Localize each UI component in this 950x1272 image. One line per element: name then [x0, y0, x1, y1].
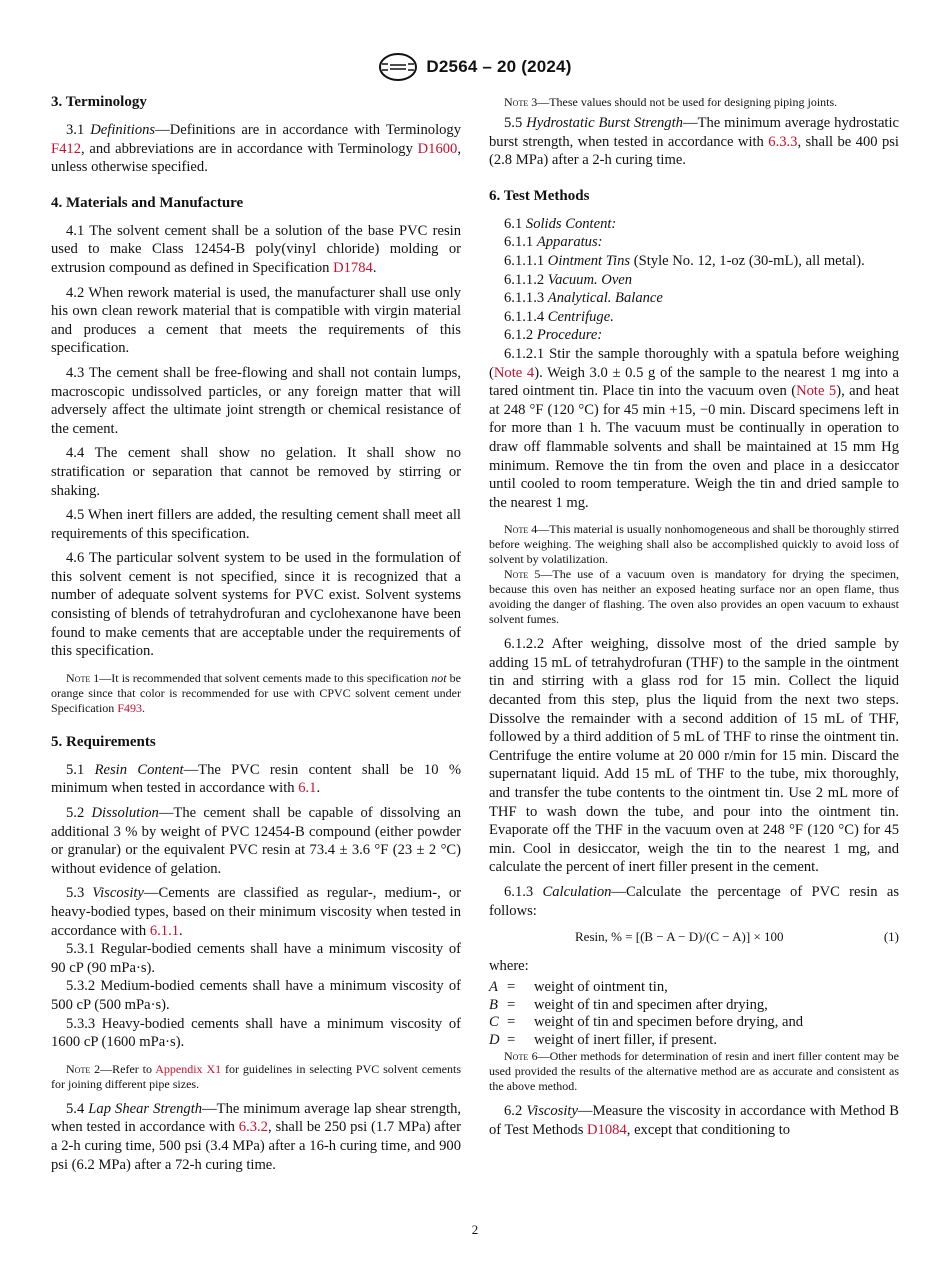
ref-d1600-link[interactable]: D1600 [417, 140, 458, 157]
note-4: Note 4—This material is usually nonhomogeneous and shall be thoroughly stirred before weighing. The weighing shall also be accomplished quickly to avoid loss of solvent by volatilization. [489, 522, 899, 567]
note-1: Note 1—It is recommended that solvent cements made to this specification not be orange since that color is recommended for use with CPVC solvent cement under Specification F493. [51, 670, 461, 715]
para-5-1: 5.1 Resin Content—The PVC resin content shall be 10 % minimum when tested in accordance with 6.1. [51, 761, 461, 797]
para-3-1: 3.1 Definitions—Definitions are in accordance with Terminology F412, and abbreviations are in accordance with Terminology D1600, unless otherwise specified. [51, 122, 462, 176]
ref-f412-link[interactable]: F412 [51, 140, 82, 157]
para-5-3-1: 5.3.1 Regular-bodied cements shall have a minimum viscosity of 90 cP (90 mPa·s). [51, 941, 461, 976]
equation-number: (1) [883, 929, 899, 945]
equation-expression: Resin, % = [(B − A − D)/(C − A)] × 100 [575, 929, 784, 945]
para-6-1-2-2: 6.1.2.2 After weighing, dissolve most of the dried sample by adding 15 mL of tetrahydrofuran (THF) to the sample in the ointment tin and stirring with a glass rod for 15 min. Collect the liquid decanted from this step, plus the liquid from the next two steps. Dissolve the remainder with a second addition of 15 mL of THF, followed by a third addition of 5 mL of THF to rinse the ointment tin. Centrifuge the entire volume at 20 000 r/min for 15 min. Discard the supernatant liquid. Add 15 mL of THF to the tube, mix thoroughly, and transfer the tube contents to the ointment tin. Use 2 mL more of THF to wash down the tube, and pour into the ointment tin. Evaporate off the THF in the vacuum oven at 248 °F (120 °C) for 45 min. Cool in desiccator, weigh the tin to the nearest 1 mg, and calculate the percent of inert filler present in the cement. [489, 636, 899, 876]
para-6-1-1: 6.1.1 Apparatus: [504, 234, 603, 251]
para-5-5: 5.5 Hydrostatic Burst Strength—The minimum average hydrostatic burst strength, when tested in accordance with 6.3.3, shall be 400 psi (2.8 MPa) after a 2-h curing time. [489, 115, 900, 169]
para-6-1-3: 6.1.3 Calculation—Calculate the percentage of PVC resin as follows: [489, 884, 899, 919]
para-5-3: 5.3 Viscosity—Cements are classified as regular-, medium-, or heavy-bodied types, based on their minimum viscosity when tested in accordance with 6.1.1. [51, 885, 462, 939]
ref-6-1-link[interactable]: 6.1 [298, 780, 317, 797]
section-5-heading: 5. Requirements [51, 733, 156, 750]
note-3: Note 3—These values should not be used for designing piping joints. [504, 95, 838, 109]
ref-note-4-link[interactable]: Note 4 [493, 364, 535, 381]
equation-1 [489, 928, 899, 947]
section-6-heading: 6. Test Methods [489, 187, 590, 204]
para-4-3: 4.3 The cement shall be free-flowing and shall not contain lumps, macroscopic undissolved particles, or any foreign matter that will adversely affect the ultimate joint strength or chemical resistance of the cement. [51, 364, 461, 437]
astm-logo-icon [378, 52, 418, 82]
para-4-4: 4.4 The cement shall show no gelation. It shall show no stratification or separation that cannot be removed by stirring or shaking. [51, 445, 461, 499]
para-5-3-3: 5.3.3 Heavy-bodied cements shall have a minimum viscosity of 1600 cP (1600 mPa·s). [51, 1015, 461, 1051]
where-label: where: [489, 957, 529, 974]
note-2: Note 2—Refer to Appendix X1 for guidelines in selecting PVC solvent cements for joining different pipe sizes. [51, 1061, 462, 1091]
ref-6-3-2-link[interactable]: 6.3.2 [238, 1119, 268, 1136]
page-number: 2 [471, 1222, 479, 1237]
para-5-3-2: 5.3.2 Medium-bodied cements shall have a minimum viscosity of 500 cP (500 mPa·s). [51, 978, 461, 1013]
note-5: Note 5—The use of a vacuum oven is mandatory for drying the specimen, because this oven has neither an exposed heating surface nor an open flame, thus avoiding the danger of flashing. The oven also provides an open vacuum to exhaust solvent fumes. [489, 567, 899, 627]
para-4-5: 4.5 When inert fillers are added, the resulting cement shall meet all requirements of this specification. [51, 507, 461, 542]
para-4-6: 4.6 The particular solvent system to be used in the formulation of this solvent cement is not specified, since it is recognized that a number of adequate solvent systems for PVC exist. Solvent systems consisting of blends of tetrahydrofuran and cyclohexanone have been found to make cements that are acceptable under the requirements of this specification. [51, 550, 461, 660]
ref-6-3-3-link[interactable]: 6.3.3 [768, 133, 798, 150]
section-3-heading: 3. Terminology [51, 94, 147, 110]
ref-f493-link[interactable]: F493 [117, 700, 142, 715]
note-6: Note 6—Other methods for determination of resin and inert filler content may be used provided the results of the alternative method are as accurate and consistent as the above method. [489, 1049, 899, 1094]
para-4-2: 4.2 When rework material is used, the manufacturer shall use only his own clean rework material that is compatible with virgin material and produces a cement that meets the requirements of this specification. [51, 284, 461, 357]
variable-row: B = weight of tin and specimen after drying, [489, 996, 768, 1013]
para-6-1-2: 6.1.2 Procedure: [504, 327, 603, 344]
para-6-1-1-3: 6.1.1.3 Analytical. Balance [504, 290, 663, 307]
para-6-1-1-2: 6.1.1.2 Vacuum. Oven [504, 271, 633, 288]
variable-row: C = weight of tin and specimen before drying, and [489, 1014, 804, 1031]
para-6-1: 6.1 Solids Content: [504, 215, 617, 232]
page-header [0, 52, 950, 82]
variable-row: A = weight of ointment tin, [489, 979, 668, 996]
para-6-1-1-4: 6.1.1.4 Centrifuge. [504, 308, 614, 325]
variable-definitions [489, 979, 899, 1049]
para-4-1: 4.1 The solvent cement shall be a solution of the base PVC resin used to make Class 12454-B poly(vinyl chloride) molding or extrusion compound as defined in Specification D1784. [51, 222, 461, 276]
right-column [489, 92, 899, 1140]
para-5-4: 5.4 Lap Shear Strength—The minimum average lap shear strength, when tested in accordance with 6.3.2, shall be 250 psi (1.7 MPa) after a 2-h curing time, 500 psi (3.4 MPa) after a 16-h curing time, and 900 psi (6.2 MPa) after a 72-h curing time. [51, 1100, 462, 1173]
ref-6-1-1-link[interactable]: 6.1.1 [149, 922, 180, 939]
document-designation: D2564 – 20 (2024) [426, 57, 572, 76]
ref-appendix-x1-link[interactable]: Appendix X1 [155, 1061, 222, 1076]
para-6-1-1-1: 6.1.1.1 Ointment Tins (Style No. 12, 1-oz (30-mL), all metal). [504, 252, 865, 269]
variable-row: D = weight of inert filler, if present. [489, 1031, 717, 1048]
left-column [51, 92, 461, 1174]
section-4-heading: 4. Materials and Manufacture [51, 194, 244, 211]
para-6-1-2-1: 6.1.2.1 Stir the sample thoroughly with a spatula before weighing (Note 4). Weigh 3.0 ± 0.5 g of the sample to the nearest 1 mg into a tared ointment tin. Place tin into the vacuum oven (Note 5), and heat at 248 °F (120 °C) for 45 min +15, −0 min. Discard specimens left in for more than 1 h. The vacuum must be continually in operation to draw off flammable solvents and shall be maintained at 15 mm Hg minimum. Remove the tin from the oven and place in a desiccator until cooled to room temperature. Weigh the tin and dried sample to the nearest 1 mg. [489, 345, 899, 511]
ref-d1784-link[interactable]: D1784 [333, 259, 373, 276]
para-6-2: 6.2 Viscosity—Measure the viscosity in accordance with Method B of Test Methods D1084, except that conditioning to [489, 1103, 899, 1138]
ref-d1084-link[interactable]: D1084 [587, 1121, 627, 1138]
para-5-2: 5.2 Dissolution—The cement shall be capable of dissolving an additional 3 % by weight of PVC 12454-B compound (either powder or granular) or the equivalent PVC resin at 73.4 ± 3.6 °F (23 ± 2 °C) without evidence of gelation. [51, 805, 461, 877]
ref-note-5-link[interactable]: Note 5 [796, 383, 837, 400]
